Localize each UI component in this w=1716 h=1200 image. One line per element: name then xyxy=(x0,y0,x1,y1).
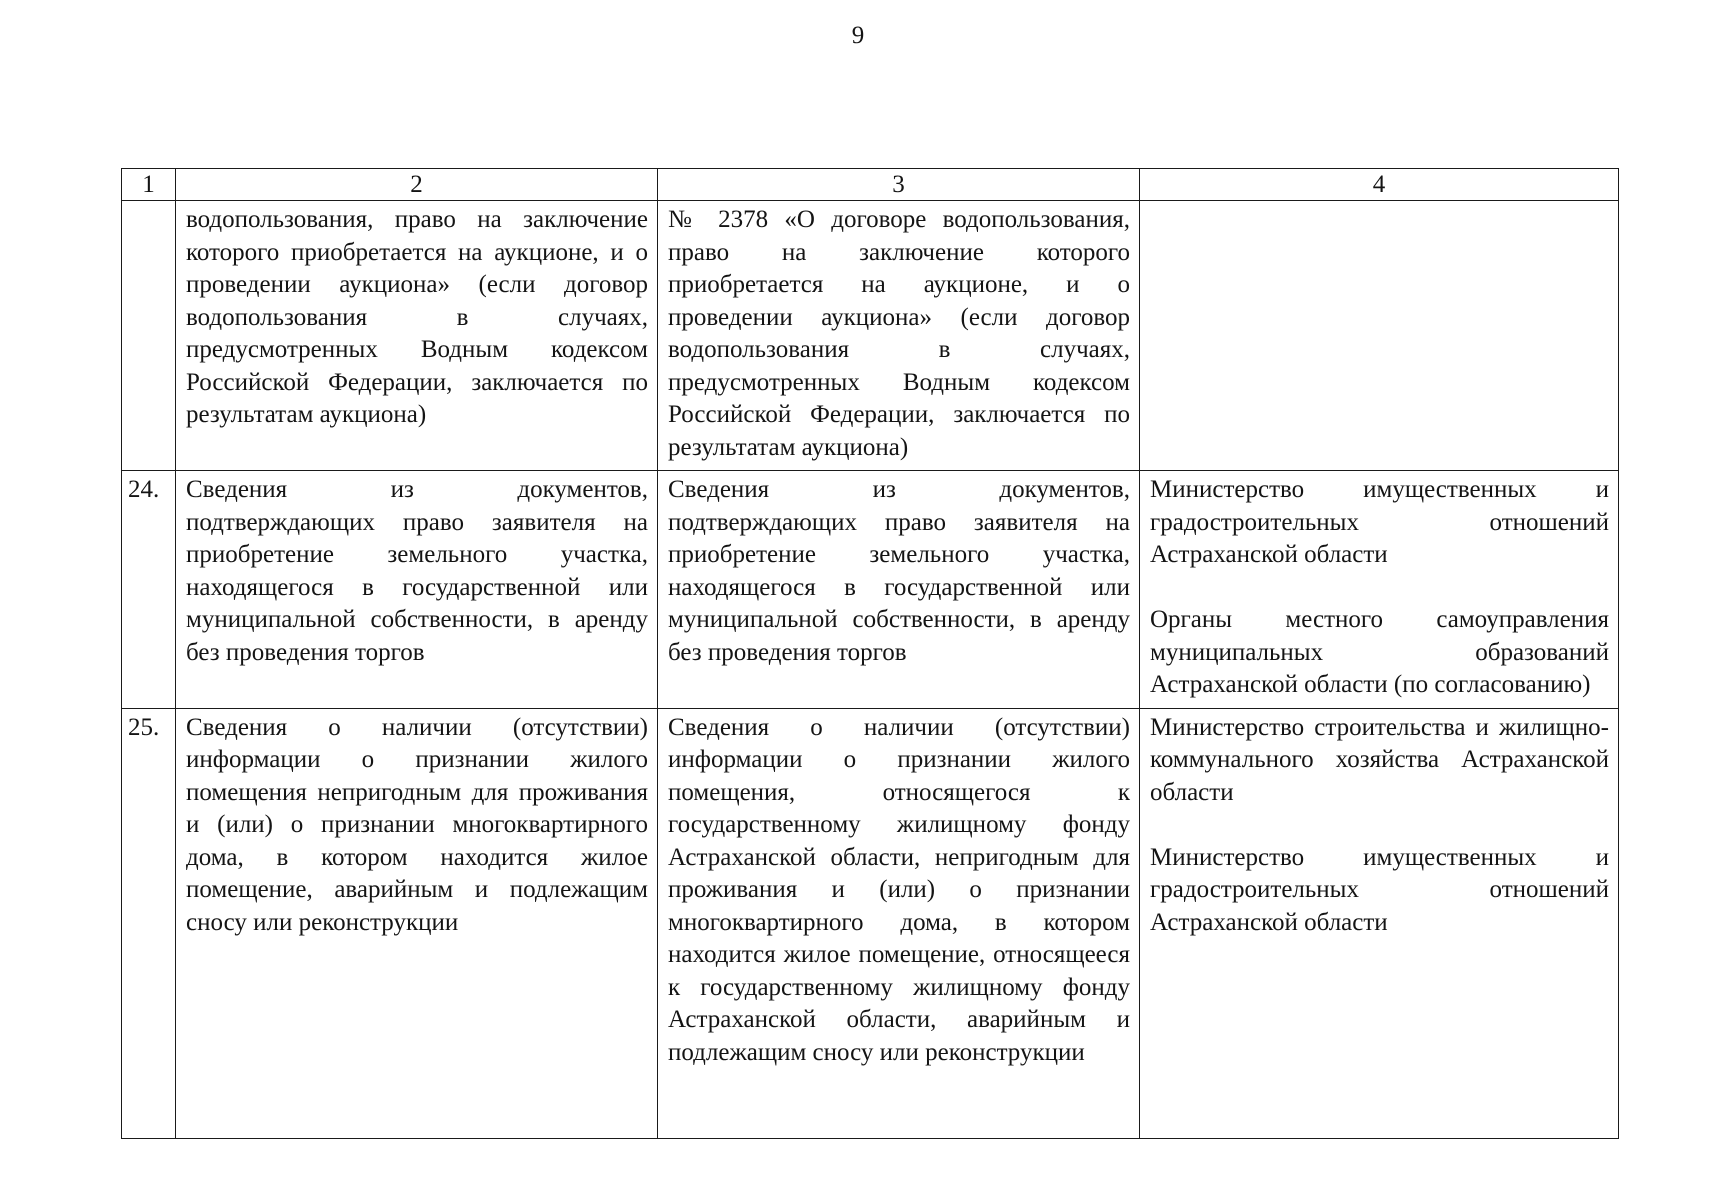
information-cell: Сведения из документов, подтверждающих право заявителя на приобретение земельного участка, находящегося в государственной или муниципальной собственности, в аренду без проведения торгов xyxy=(176,471,658,709)
column-header-1: 1 xyxy=(122,169,176,201)
authority-text: Министерство имущественных и градостроительных отношений Астраханской области xyxy=(1150,476,1609,568)
row-number xyxy=(122,201,176,471)
information-cell: водопользования, право на заключение которого приобретается на аукционе, и о проведении аукциона» (если договор водопользования в случаях, предусмотренных Водным кодексом Российской Федерации, заключается по результатам аукциона) xyxy=(176,201,658,471)
authority-cell xyxy=(1140,201,1619,471)
table-row xyxy=(122,471,1619,709)
column-header-2: 2 xyxy=(176,169,658,201)
table-row xyxy=(122,201,1619,471)
row-number: 24. xyxy=(122,471,176,709)
authority-text: Министерство имущественных и градостроительных отношений Астраханской области xyxy=(1150,843,1609,936)
column-header-4: 4 xyxy=(1140,169,1619,201)
row-number: 25. xyxy=(122,708,176,1138)
document-cell: Сведения из документов, подтверждающих право заявителя на приобретение земельного участка, находящегося в государственной или муниципальной собственности, в аренду без проведения торгов xyxy=(658,471,1140,709)
authority-text: Органы местного самоуправления муниципальных образований Астраханской области (по согласованию) xyxy=(1150,606,1609,698)
document-cell: Сведения о наличии (отсутствии) информации о признании жилого помещения, относящегося к государственному жилищному фонду Астраханской области, непригодным для проживания и (или) о признании многоквартирного дома, в котором находится жилое помещение, относящееся к государственному жилищному фонду Астраханской области, аварийным и подлежащим сносу или реконструкции xyxy=(658,708,1140,1138)
page-number: 9 xyxy=(851,22,865,49)
column-header-3: 3 xyxy=(658,169,1140,201)
document-cell: № 2378 «О договоре водопользования, право на заключение которого приобретается на аукционе, и о проведении аукциона» (если договор водопользования в случаях, предусмотренных Водным кодексом Российской Федерации, заключается по результатам аукциона) xyxy=(658,201,1140,471)
authority-cell xyxy=(1140,708,1619,1138)
table-header-row xyxy=(122,169,1619,201)
data-table xyxy=(121,168,1619,1139)
table-row xyxy=(122,708,1619,1138)
information-cell: Сведения о наличии (отсутствии) информации о признании жилого помещения непригодным для проживания и (или) о признании многоквартирного дома, в котором находится жилое помещение, аварийным и подлежащим сносу или реконструкции xyxy=(176,708,658,1138)
authority-cell xyxy=(1140,471,1619,709)
authority-text: Министерство строительства и жилищно-коммунального хозяйства Астраханской области xyxy=(1150,713,1609,806)
